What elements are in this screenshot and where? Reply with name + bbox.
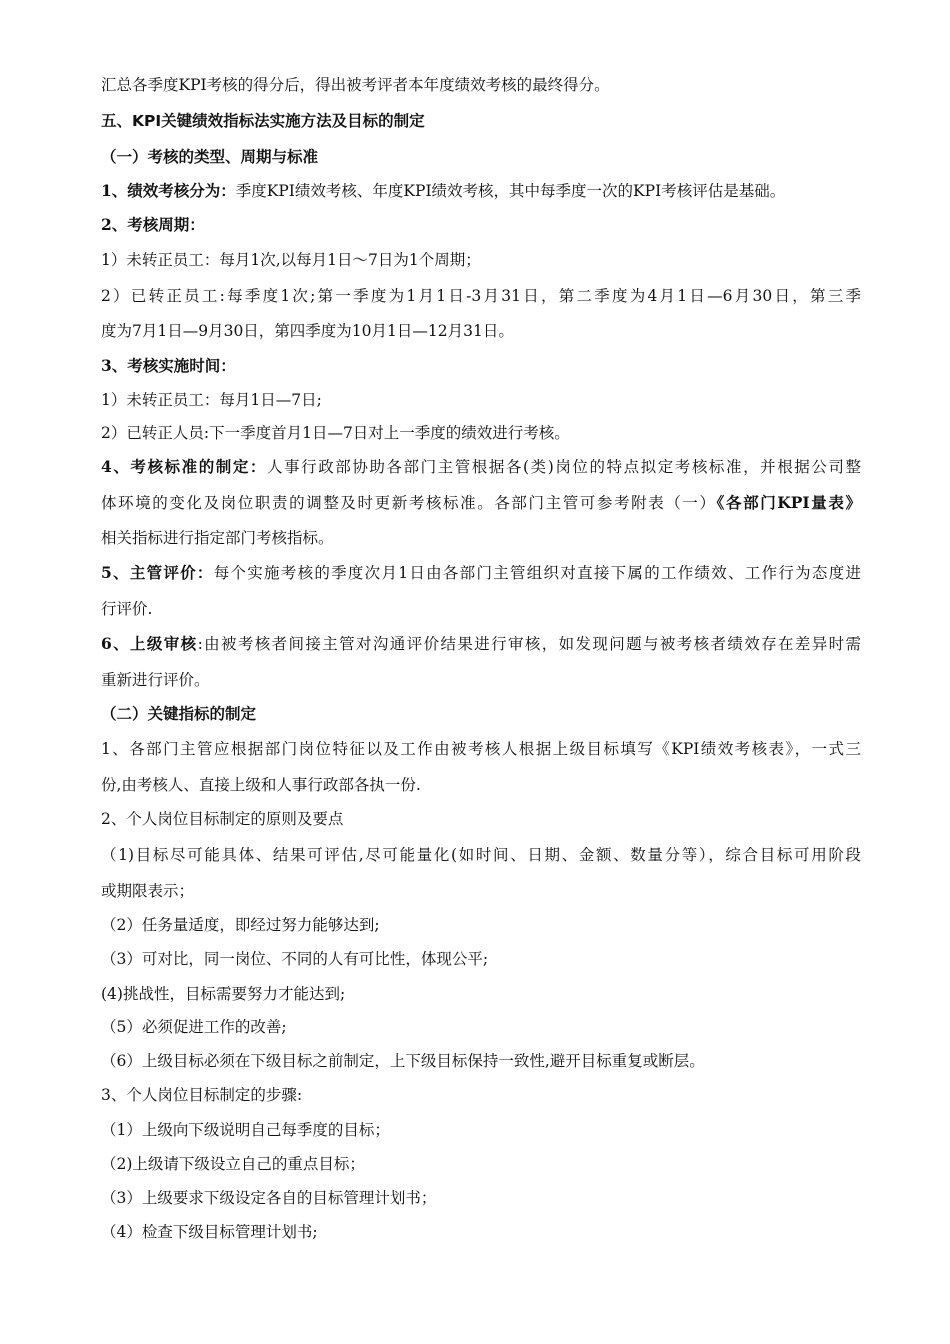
paragraph-line: （1)目标尽可能具体、结果可评估,尽可能量化(如时间、日期、金额、数量分等），综合目标可用阶段 [101,846,861,864]
list-item: （5）必须促进工作的改善; [101,1018,287,1036]
bold-reference: 《各部门KPI量表》 [716,493,861,512]
paragraph-line: 2）已转正人员:下一季度首月1日—7日对上一季度的绩效进行考核。 [101,424,570,442]
paragraph-line: 6、上级审核:由被考核者间接主管对沟通评价结果进行审核，如发现问题与被考核者绩效存在差异时需 [101,634,861,653]
item-heading: 2、考核周期： [101,215,205,234]
item-heading: 3、考核实施时间： [101,356,236,375]
paragraph-line: 汇总各季度KPI考核的得分后，得出被考评者本年度绩效考核的最终得分。 [101,76,610,94]
list-item: （6）上级目标必须在下级目标之前制定，上下级目标保持一致性,避开目标重复或断层。 [101,1052,705,1070]
list-item: （3）可对比，同一岗位、不同的人有可比性，体现公平; [101,950,489,968]
paragraph-line: 3、个人岗位目标制定的步骤: [101,1086,303,1104]
list-item: (4)挑战性，目标需要努力才能达到; [101,985,346,1003]
paragraph-line: 或期限表示； [101,882,195,900]
paragraph-line: 体环境的变化及岗位职责的调整及时更新考核标准。各部门主管可参考附表（一）《各部门KPI量表》 [101,493,861,512]
list-item: （2）任务量适度，即经过努力能够达到; [101,916,380,934]
paragraph-line: 2）已转正员工:每季度1次;第一季度为1月1日-3月31日，第二季度为4月1日—6月30日，第三季 [101,287,861,305]
paragraph-line: 4、考核标准的制定：人事行政部协助各部门主管根据各(类)岗位的特点拟定考核标准，并根据公司整 [101,457,861,476]
list-item: （1）上级向下级说明自己每季度的目标； [101,1121,390,1139]
list-item: （4）检查下级目标管理计划书; [101,1223,318,1241]
list-item: （2)上级请下级设立自己的重点目标； [101,1155,365,1173]
paragraph-line: 1、各部门主管应根据部门岗位特征以及工作由被考核人根据上级目标填写《KPI绩效考核表》，一式三 [101,740,861,758]
paragraph-line: 份,由考核人、直接上级和人事行政部各执一份. [101,776,421,794]
subsection-heading: （一）考核的类型、周期与标准 [101,147,319,166]
section-heading: 五、KPI关键绩效指标法实施方法及目标的制定 [101,112,425,130]
paragraph-line: 2、个人岗位目标制定的原则及要点 [101,810,344,828]
paragraph-line: 相关指标进行指定部门考核指标。 [101,529,334,547]
paragraph-line: 1、绩效考核分为：季度KPI绩效考核、年度KPI绩效考核，其中每季度一次的KPI考核评估是基础。 [101,181,786,200]
paragraph-line: 度为7月1日—9月30日，第四季度为10月1日—12月31日。 [101,322,514,340]
paragraph-line: 5、主管评价：每个实施考核的季度次月1日由各部门主管组织对直接下属的工作绩效、工作行为态度进 [101,563,861,582]
subsection-heading: （二）关键指标的制定 [101,704,257,723]
list-item: （3）上级要求下级设定各自的目标管理计划书； [101,1189,437,1207]
paragraph-line: 1）未转正员工：每月1日—7日; [101,391,322,409]
paragraph-line: 1）未转正员工：每月1次,以每月1日～7日为1个周期； [101,251,481,269]
paragraph-line: 重新进行评价。 [101,671,210,689]
paragraph-line: 行评价. [101,600,153,618]
